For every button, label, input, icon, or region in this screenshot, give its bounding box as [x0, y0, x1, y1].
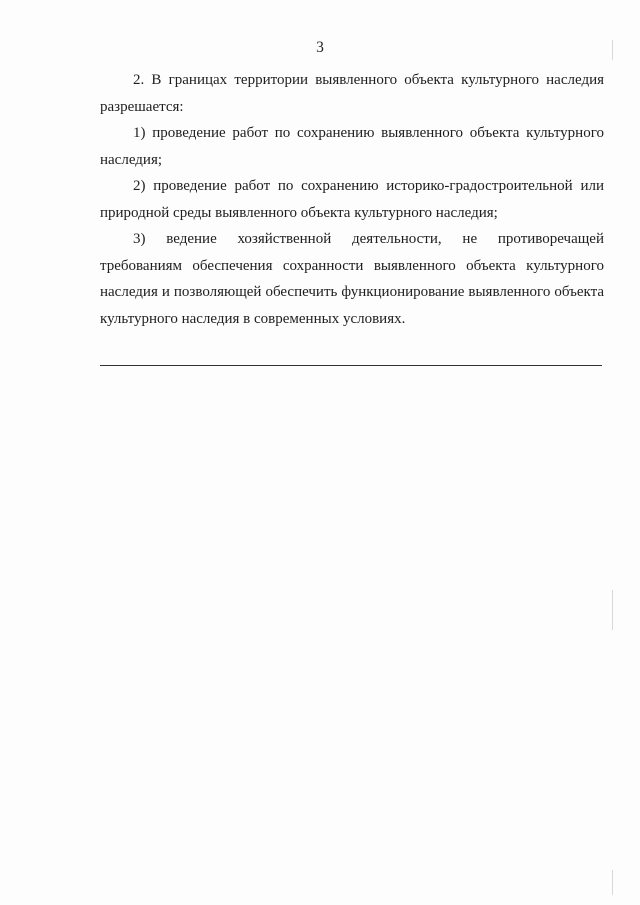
paragraph-item-3: 3) ведение хозяйственной деятельности, не противоречащей требованиям обеспечения сохранности выявленного объекта культурного наследия и позволяющей обеспечить функционирование выявленного объекта культурного наследия в современных условиях. [100, 231, 604, 327]
paragraph-item-1: 1) проведение работ по сохранению выявленного объекта культурного наследия; [100, 125, 604, 168]
scan-artifact [612, 40, 613, 60]
paragraph-item-2: 2) проведение работ по сохранению историко-градостроительной или природной среды выявленного объекта культурного наследия; [100, 178, 604, 221]
scan-artifact [612, 590, 613, 630]
page-number: 3 [316, 39, 324, 56]
end-of-text-rule [100, 365, 602, 366]
document-body [100, 67, 604, 332]
paragraph-permitted-intro: 2. В границах территории выявленного объекта культурного наследия разрешается: [100, 72, 604, 115]
scan-artifact [612, 870, 613, 895]
